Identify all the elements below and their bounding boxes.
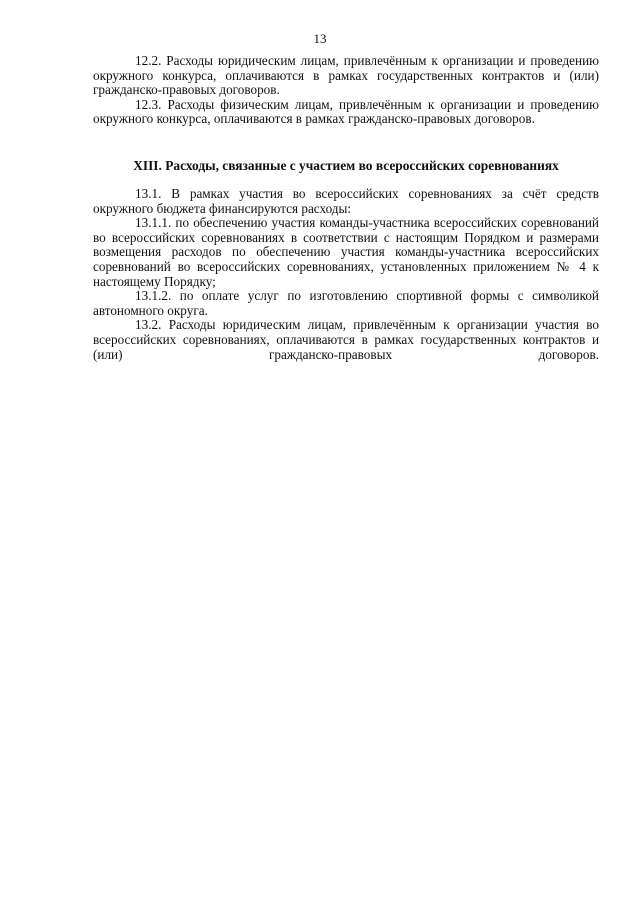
section-heading: XIII. Расходы, связанные с участием во всероссийских соревнованиях	[133, 158, 559, 173]
paragraph-12-3: 12.3. Расходы физическим лицам, привлечённым к организации и проведению окружного конкурса, оплачиваются в рамках гражданско-правовых договоров.	[93, 96, 599, 127]
paragraph-13-2: 13.2. Расходы юридическим лицам, привлечённым к организации участия во всероссийских соревнованиях, оплачиваются в рамках государственных контрактов и (или) гражданско-правовых договоров.	[93, 317, 599, 362]
paragraph-13-1-1: 13.1.1. по обеспечению участия команды-участника всероссийских соревнований во всероссийских соревнованиях в соответствии с настоящим Порядком и размерами возмещения расходов по обеспечению участия команды-участника всероссийских соревнований во всероссийских соревнованиях, установленных приложением № 4 к настоящему Порядку;	[93, 215, 599, 289]
paragraph-12-2: 12.2. Расходы юридическим лицам, привлечённым к организации и проведению окружного конкурса, оплачиваются в рамках государственных контрактов и (или) гражданско-правовых договоров.	[93, 53, 599, 98]
section-12-continuation	[93, 54, 599, 127]
section-13-body	[93, 187, 599, 362]
paragraph-13-1: 13.1. В рамках участия во всероссийских соревнованиях за счёт средств окружного бюджета финансируются расходы:	[93, 186, 599, 216]
page-number: 13	[313, 31, 327, 46]
paragraph-13-1-2: 13.1.2. по оплате услуг по изготовлению спортивной формы с символикой автономного округа.	[93, 288, 599, 318]
